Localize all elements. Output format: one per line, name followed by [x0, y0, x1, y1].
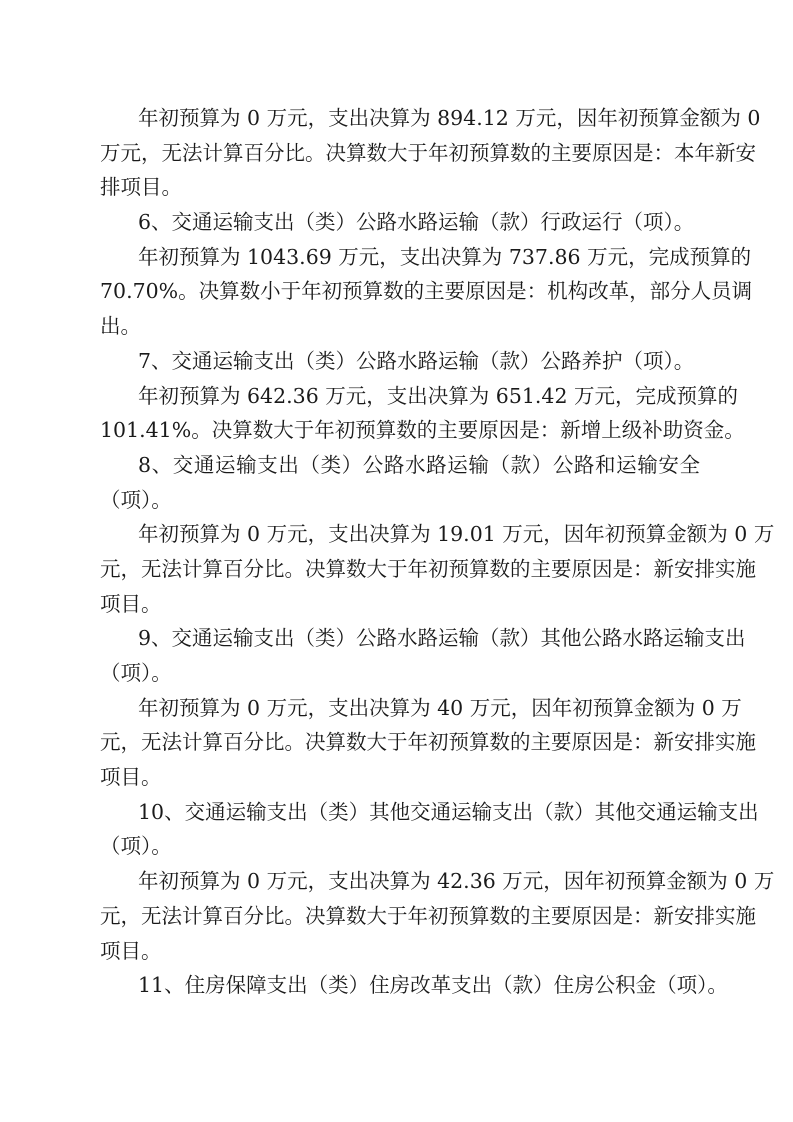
text-line: （项）。 — [100, 834, 172, 859]
text-line: （项）。 — [100, 661, 172, 685]
text-line: 8、交通运输支出（类）公路水路运输（款）公路和运输安全 — [138, 452, 700, 477]
text-line: 6、交通运输支出（类）公路水路运输（款）行政运行（项）。 — [138, 210, 695, 235]
text-line: 70.70%。决算数小于年初预算数的主要原因是：机构改革，部分人员调 — [100, 279, 753, 304]
section-heading — [100, 968, 728, 1003]
text-line: 万元，无法计算百分比。决算数大于年初预算数的主要原因是：本年新安 — [100, 140, 756, 165]
section-heading — [100, 795, 759, 864]
section-heading — [100, 448, 700, 517]
text-line: 年初预算为 0 万元，支出决算为 19.01 万元，因年初预算金额为 0 万 — [138, 522, 775, 547]
text-line: 7、交通运输支出（类）公路水路运输（款）公路养护（项）。 — [138, 348, 695, 373]
text-line: 元，无法计算百分比。决算数大于年初预算数的主要原因是：新安排实施 — [100, 903, 756, 928]
body-paragraph — [100, 517, 775, 621]
body-paragraph — [100, 379, 745, 448]
section-heading — [100, 621, 746, 690]
document-page — [100, 101, 775, 1003]
text-line: 9、交通运输支出（类）公路水路运输（款）其他公路水路运输支出 — [138, 626, 746, 651]
body-paragraph — [100, 240, 753, 344]
body-paragraph — [100, 691, 756, 795]
text-line: 项目。 — [100, 765, 162, 790]
text-line: 年初预算为 642.36 万元，支出决算为 651.42 万元，完成预算的 — [138, 383, 739, 408]
text-line: 排项目。 — [100, 175, 182, 200]
text-line: 年初预算为 1043.69 万元，支出决算为 737.86 万元，完成预算的 — [138, 244, 752, 269]
text-line: 101.41%。决算数大于年初预算数的主要原因是：新增上级补助资金。 — [100, 418, 745, 443]
text-line: 年初预算为 0 万元，支出决算为 894.12 万元，因年初预算金额为 0 — [138, 106, 761, 130]
body-paragraph — [100, 864, 775, 968]
text-line: 项目。 — [100, 938, 162, 963]
section-heading — [100, 205, 700, 240]
text-line: 10、交通运输支出（类）其他交通运输支出（款）其他交通运输支出 — [138, 799, 759, 824]
text-line: 元，无法计算百分比。决算数大于年初预算数的主要原因是：新安排实施 — [100, 730, 756, 755]
text-line: 年初预算为 0 万元，支出决算为 40 万元，因年初预算金额为 0 万 — [138, 695, 742, 720]
text-line: 项目。 — [100, 591, 162, 616]
body-paragraph — [100, 101, 761, 205]
text-line: 11、住房保障支出（类）住房改革支出（款）住房公积金（项）。 — [138, 973, 728, 998]
text-line: 元，无法计算百分比。决算数大于年初预算数的主要原因是：新安排实施 — [100, 556, 756, 581]
text-line: 年初预算为 0 万元，支出决算为 42.36 万元，因年初预算金额为 0 万 — [138, 869, 775, 894]
section-heading — [100, 344, 700, 379]
text-line: （项）。 — [100, 487, 172, 512]
text-line: 出。 — [100, 314, 141, 339]
